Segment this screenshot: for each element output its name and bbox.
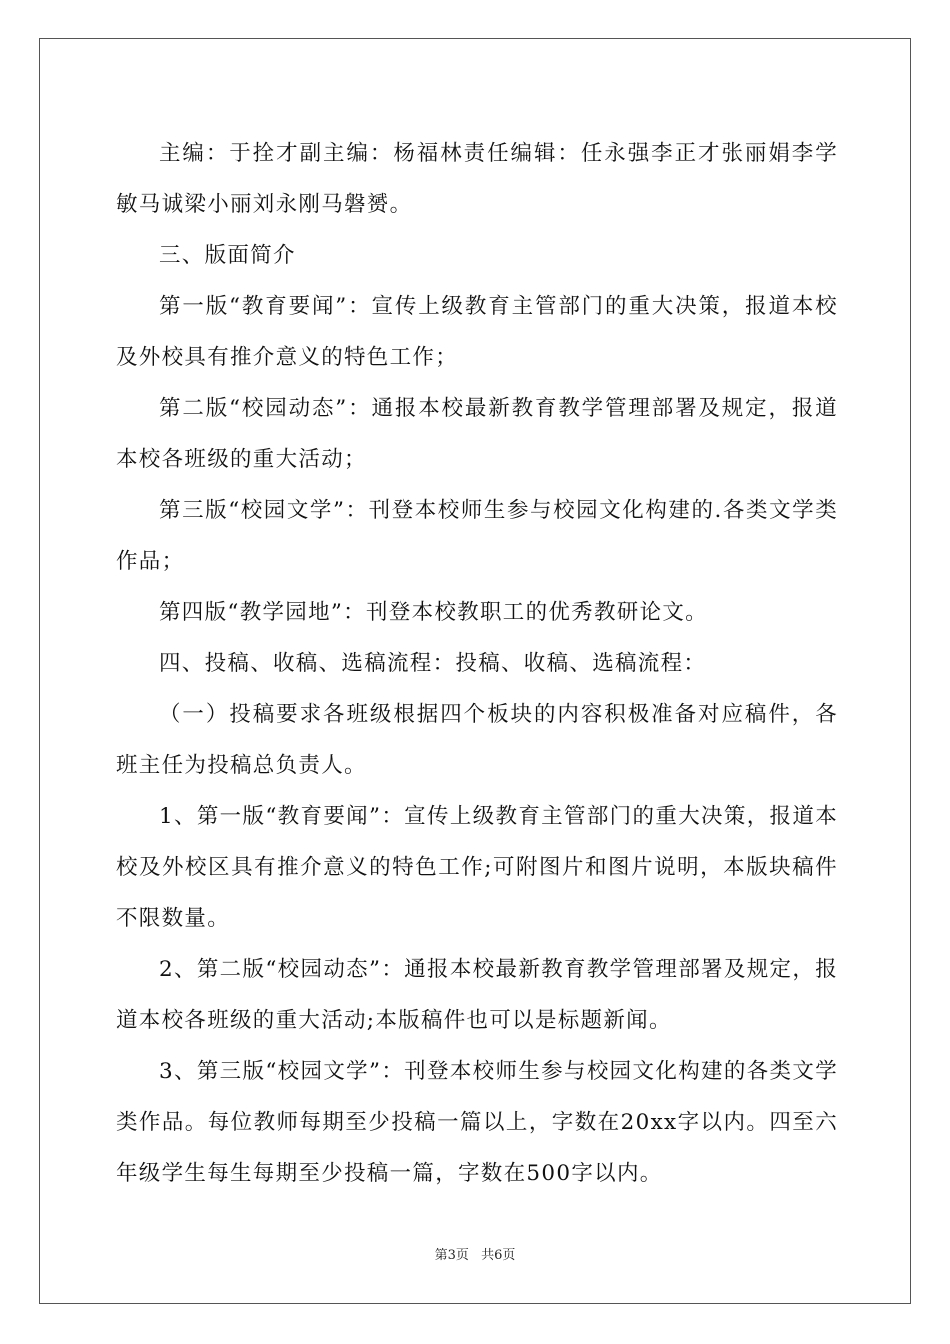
paragraph-editors: 主编：于拴才副主编：杨福林责任编辑：任永强李正才张丽娟李学敏马诚梁小丽刘永刚马磐赟。 <box>116 141 838 217</box>
heading-section-four: 四、投稿、收稿、选稿流程：投稿、收稿、选稿流程： <box>159 651 707 676</box>
page-footer <box>0 1244 950 1263</box>
document-body <box>116 128 838 1199</box>
paragraph-item-two: 2、第二版“校园动态”：通报本校最新教育教学管理部署及规定，报道本校各班级的重大活动;本版稿件也可以是标题新闻。 <box>116 957 838 1033</box>
paragraph-submission-requirements: （一）投稿要求各班级根据四个板块的内容积极准备对应稿件，各班主任为投稿总负责人。 <box>116 702 838 778</box>
paragraph-page-three: 第三版“校园文学”：刊登本校师生参与校园文化构建的.各类文学类作品； <box>116 498 838 574</box>
paragraph-page-four: 第四版“教学园地”：刊登本校教职工的优秀教研论文。 <box>159 600 708 625</box>
page-number: 第3页 <box>434 1248 469 1263</box>
paragraph-page-one: 第一版“教育要闻”：宣传上级教育主管部门的重大决策，报道本校及外校具有推介意义的特色工作； <box>116 294 838 370</box>
heading-section-three: 三、版面简介 <box>159 243 296 268</box>
paragraph-item-one: 1、第一版“教育要闻”：宣传上级教育主管部门的重大决策，报道本校及外校区具有推介意义的特色工作;可附图片和图片说明，本版块稿件不限数量。 <box>116 804 838 931</box>
paragraph-item-three: 3、第三版“校园文学”：刊登本校师生参与校园文化构建的各类文学类作品。每位教师每期至少投稿一篇以上，字数在20xx字以内。四至六年级学生每生每期至少投稿一篇，字数在500字以内。 <box>116 1059 838 1186</box>
page-total: 共6页 <box>481 1248 516 1263</box>
paragraph-page-two: 第二版“校园动态”：通报本校最新教育教学管理部署及规定，报道本校各班级的重大活动； <box>116 396 838 472</box>
